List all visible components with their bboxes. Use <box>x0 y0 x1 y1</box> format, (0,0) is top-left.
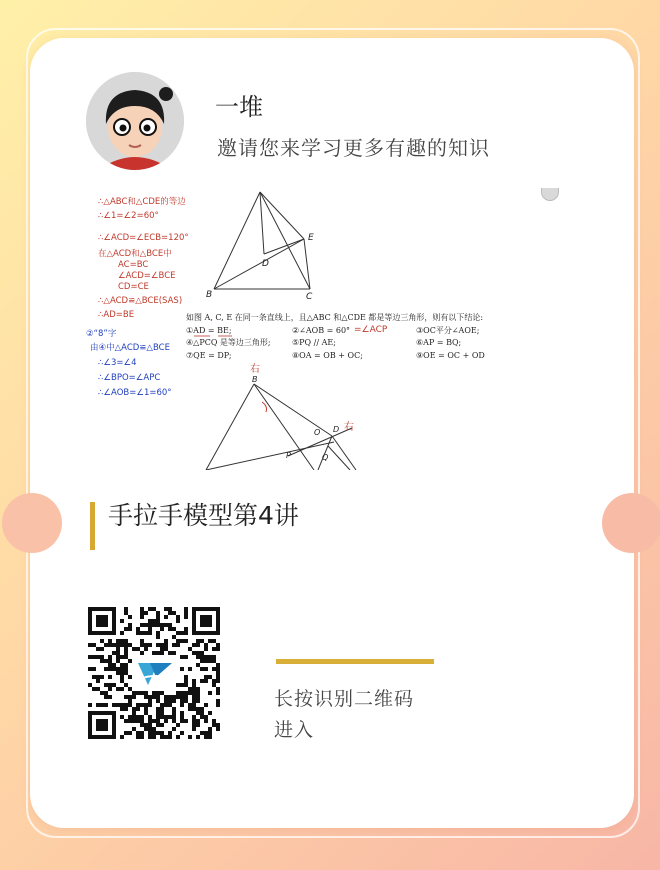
avatar <box>86 72 184 170</box>
card-notch-left <box>2 493 62 553</box>
note-line: ∴△ACD≌△BCE(SAS) <box>98 296 183 306</box>
problem-text: 如图 A, C, E 在同一条直线上，且△ABC 和△CDE 都是等边三角形，则有以下结论: <box>186 313 484 322</box>
mark-label: 右 <box>250 364 260 375</box>
conclusion: ②∠AOB = 60° <box>292 326 351 335</box>
note-line: 在△ACD和△BCE中 <box>98 249 172 259</box>
point-label: C <box>306 292 313 302</box>
red-annotation: =∠ACP <box>354 325 388 335</box>
conclusion: ①AD = BE; <box>186 326 232 335</box>
conclusion: ③OC平分∠AOE; <box>416 326 480 335</box>
note-line: ∴△ABC和△CDE的等边 <box>98 197 186 207</box>
point-label: D <box>333 425 340 434</box>
note-line: 由④中△ACD≌△BCE <box>90 343 170 353</box>
note-line: ∴∠ACD=∠ECB=120° <box>98 233 189 243</box>
divider-line <box>276 659 434 664</box>
mark-label: 右 <box>344 422 354 433</box>
qr-finder-pattern <box>192 607 220 635</box>
card-notch-right <box>602 493 660 553</box>
qr-hint-line2: 进入 <box>274 719 315 741</box>
qr-finder-pattern <box>88 711 116 739</box>
point-label: Q <box>322 453 329 462</box>
note-line: ②“8”字 <box>86 329 117 339</box>
note-line: ∠ACD=∠BCE <box>118 271 176 281</box>
conclusion: ⑦QE = DP; <box>186 351 232 360</box>
point-label: B <box>206 290 213 300</box>
qr-code[interactable] <box>88 607 220 739</box>
qr-finder-pattern <box>88 607 116 635</box>
note-line: CD=CE <box>118 282 149 292</box>
conclusion: ⑨OE = OC + OD <box>416 351 485 360</box>
qr-logo-icon <box>134 657 176 689</box>
conclusion: ⑥AP = BQ; <box>416 338 462 347</box>
point-label: P <box>286 451 291 460</box>
point-label: O <box>314 428 321 437</box>
user-name: 一堆 <box>215 93 263 121</box>
point-label: D <box>262 259 269 269</box>
note-line: ∴∠3=∠4 <box>98 358 137 368</box>
conclusion: ⑤PQ // AE; <box>292 338 336 347</box>
invite-text: 邀请您来学习更多有趣的知识 <box>217 136 490 160</box>
conclusion: ④△PCQ 是等边三角形; <box>186 338 271 347</box>
title-accent-bar <box>90 502 95 550</box>
note-line: ∴AD=BE <box>98 310 135 320</box>
point-label: B <box>252 375 258 384</box>
qr-hint-line1: 长按识别二维码 <box>274 688 415 710</box>
note-line: AC=BC <box>118 260 149 270</box>
note-line: ∴∠AOB=∠1=60° <box>98 388 172 398</box>
note-line: ∴∠BPO=∠APC <box>98 373 161 383</box>
note-line: ∴∠1=∠2=60° <box>98 211 159 221</box>
conclusion: ⑧OA = OB + OC; <box>292 351 363 360</box>
lesson-preview-image[interactable] <box>82 184 500 470</box>
course-title: 手拉手模型第4讲 <box>108 501 299 530</box>
point-label: E <box>308 233 314 243</box>
